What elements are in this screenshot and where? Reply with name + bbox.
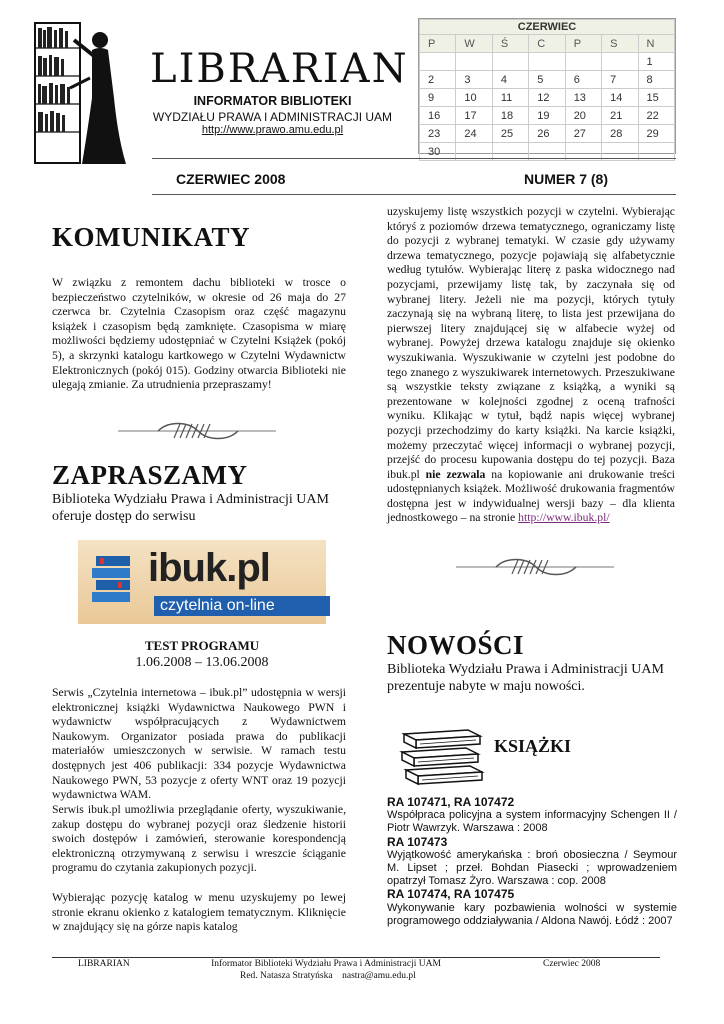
ornament-divider xyxy=(456,556,614,578)
calendar-day: 1 xyxy=(638,53,674,71)
test-dates: 1.06.2008 – 13.06.2008 xyxy=(135,655,269,670)
calendar-day: 9 xyxy=(420,89,456,107)
calendar-day: 30 xyxy=(420,143,456,161)
calendar-day: 25 xyxy=(492,125,528,143)
calendar-day: 14 xyxy=(602,89,638,107)
ibuk-logo-text: ibuk.pl xyxy=(148,546,270,590)
nowosci-heading: NOWOŚCI xyxy=(387,630,525,660)
weekday: S xyxy=(602,35,638,53)
calendar-day: 16 xyxy=(420,107,456,125)
calendar-day: 3 xyxy=(456,71,492,89)
calendar-day: 6 xyxy=(565,71,601,89)
calendar-week xyxy=(420,89,675,107)
editor-name: Red. Natasza Stratyńska xyxy=(240,971,333,981)
calendar-day: 28 xyxy=(602,125,638,143)
ibuk-text-b: na kopiowanie ani drukowanie treści udostępnianych książek. Możliwość drukowania fragmentów dostępna jest w indywidualnej wersji bazy – dla klienta jednostkowego – na stronie xyxy=(387,467,675,525)
test-title: TEST PROGRAMU xyxy=(144,638,260,653)
calendar-week xyxy=(420,107,675,125)
calendar-day: 21 xyxy=(602,107,638,125)
weekday: C xyxy=(529,35,565,53)
book-description: Wykonywanie kary pozbawienia wolności w systemie programowego oddziaływania / Aldona Nawój. Łódź : 2007 xyxy=(387,901,677,927)
book-description: Współpraca policyjna a system informacyjny Schengen II / Piotr Wawrzyk. Warszawa : 2008 xyxy=(387,809,677,835)
calendar-day: 8 xyxy=(638,71,674,89)
calendar-day xyxy=(456,53,492,71)
book-signature: RA 107474, RA 107475 xyxy=(387,887,515,902)
calendar-day xyxy=(529,53,565,71)
calendar xyxy=(418,18,676,158)
footer-center: Informator Biblioteki Wydziału Prawa i Administracji UAM xyxy=(211,959,441,969)
book-signature: RA 107471, RA 107472 xyxy=(387,795,515,809)
issue-date: CZERWIEC 2008 xyxy=(176,171,286,187)
calendar-day: 29 xyxy=(638,125,674,143)
ibuk-logo-tagline: czytelnia on-line xyxy=(154,596,330,616)
footer-left: LIBRARIAN xyxy=(78,959,130,969)
ibuk-logo xyxy=(78,540,326,624)
zapraszamy-heading: ZAPRASZAMY xyxy=(52,460,248,490)
ibuk-description-4 xyxy=(387,205,675,526)
calendar-day xyxy=(420,53,456,71)
calendar-day: 12 xyxy=(529,89,565,107)
book-stack-icon xyxy=(92,554,136,610)
zapraszamy-subheading: Biblioteka Wydziału Prawa i Administracji UAM oferuje dostęp do serwisu xyxy=(52,492,329,524)
librarian-illustration xyxy=(30,18,130,168)
weekday: W xyxy=(456,35,492,53)
footer-right: Czerwiec 2008 xyxy=(543,959,601,969)
calendar-day: 18 xyxy=(492,107,528,125)
calendar-day: 22 xyxy=(638,107,674,125)
faculty-url-link[interactable]: http://www.prawo.amu.edu.pl xyxy=(201,124,344,136)
calendar-day: 2 xyxy=(420,71,456,89)
calendar-day: 15 xyxy=(638,89,674,107)
calendar-day xyxy=(565,53,601,71)
calendar-day xyxy=(602,53,638,71)
newsletter-subtitle: INFORMATOR BIBLIOTEKI xyxy=(193,94,352,108)
calendar-week xyxy=(420,53,675,71)
editor-email[interactable]: nastra@amu.edu.pl xyxy=(342,971,416,981)
book-description: Wyjątkowość amerykańska : broń obosieczna / Seymour M. Lipset ; przeł. Bohdan Piasecki ; wprowadzeniem opatrzył Tomasz Żyro. Warszawa : cop. 2008 xyxy=(387,848,677,888)
calendar-day: 17 xyxy=(456,107,492,125)
calendar-day: 13 xyxy=(565,89,601,107)
weekday: N xyxy=(638,35,674,53)
calendar-day: 10 xyxy=(456,89,492,107)
newsletter-title: LIBRARIAN xyxy=(150,46,409,92)
calendar-day: 19 xyxy=(529,107,565,125)
divider xyxy=(152,194,676,195)
calendar-month: CZERWIEC xyxy=(420,20,675,35)
calendar-day: 11 xyxy=(492,89,528,107)
calendar-weekdays xyxy=(420,35,675,53)
calendar-day: 20 xyxy=(565,107,601,125)
ibuk-description-2: Serwis ibuk.pl umożliwia przeglądanie oferty, wyszukiwanie, zakup dostępu do wybranej pozycji oraz śledzenie historii swoich dostępów i zamówień, sterowanie korespondencją elektroniczną otrzymywaną z serwisu i wreszcie ściąganie programu do czytania zakupionych pozycji. xyxy=(52,803,346,875)
weekday: P xyxy=(420,35,456,53)
ibuk-description-1: Serwis „Czytelnia internetowa – ibuk.pl” udostępnia w wersji elektronicznej książki Wydawnictwa Naukowego PWN i wydawnictw współpracujących z Wydawnictwem Naukowym. Organizator posiada prawa do publikacji materiałów umieszczonych w serwisie. W ramach testu dostępnych jest 406 publikacji: 334 pozycje Wydawnictwa Naukowego PWN, 53 pozycje z oferty WNT oraz 19 pozycji wydawnictwa WAM. xyxy=(52,686,346,802)
books-heading: KSIĄŻKI xyxy=(494,736,572,756)
komunikaty-heading: KOMUNIKATY xyxy=(52,222,250,252)
komunikaty-text: W związku z remontem dachu biblioteki w trosce o bezpieczeństwo czytelników, w okresie od 26 maja do 27 czerwca br. Czytelnia Czasopism oraz część magazynu książek i czasopism będą zamknięte. Czasopisma w miarę możliwości będziemy udostępniać w Czytelni Książek (pokój 5), a skrzynki katalogu kartkowego w Czytelni Wydawnictw Elektronicznych (pokój 015). Godziny otwarcia Biblioteki nie ulegają zmianie. Za utrudnienia przepraszamy! xyxy=(52,276,346,392)
ibuk-text-a: uzyskujemy listę wszystkich pozycji w czytelni. Wybierając któryś z poziomów drzewa tematycznego, ograniczamy listę do pozycji z wybranej tematyki. W czasie gdy używamy drzewa tematycznego, pozycje pojawiają się alfabetycznie według tytułów. Wybierając literę z paska widocznego nad pozycjami, przewijamy listę tak, by zaczynała się od wybranej litery. Jeżeli nie ma pozycji, których tytuły zaczynają się na wybraną literę, to lista jest przewijana do pierwszej litery znajdującej się w alfabecie wyżej od wybranej. Powyżej drzewa katalogu znajduje się okienko wyszukiwania. Wyszukiwanie w czytelni jest podobne do tego znanego z wyszukiwarek internetowych. Przeszukiwane są wszystkie teksty związane z książką, a wyniki są prezentowane w kolejności zgodnej z oceną trafności wyniku. Klikając w tytuł, bądź napis więcej wybranej pozycji przechodzimy do karty książki. Na karcie książki, możemy przeczytać więcej informacji o wybranej pozycji, przejść do procesu kupowania dostępu do tej pozycji. Baza ibuk.pl xyxy=(387,205,675,481)
calendar-day xyxy=(492,53,528,71)
calendar-day: 24 xyxy=(456,125,492,143)
calendar-week xyxy=(420,71,675,89)
calendar-day: 7 xyxy=(602,71,638,89)
divider xyxy=(152,158,676,159)
new-books-list xyxy=(387,796,677,928)
weekday: P xyxy=(565,35,601,53)
calendar-week xyxy=(420,125,675,143)
faculty-name: WYDZIAŁU PRAWA I ADMINISTRACJI UAM xyxy=(152,110,393,124)
book-signature: RA 107473 xyxy=(387,834,448,849)
calendar-day: 4 xyxy=(492,71,528,89)
ornament-divider xyxy=(118,420,276,442)
ibuk-text-bold: nie zezwala xyxy=(425,467,486,481)
calendar-day: 27 xyxy=(565,125,601,143)
calendar-day: 26 xyxy=(529,125,565,143)
ibuk-description-3: Wybierając pozycję katalog w menu uzyskujemy po lewej stronie ekranu okienko z katalogiem tematycznym. Kliknięcie w znajdujący się na górze napis katalog xyxy=(52,891,346,934)
books-icon xyxy=(398,726,486,786)
issue-number: NUMER 7 (8) xyxy=(524,171,609,187)
footer-divider xyxy=(52,957,660,958)
footer-editor xyxy=(240,971,416,981)
calendar-day: 23 xyxy=(420,125,456,143)
calendar-day: 5 xyxy=(529,71,565,89)
ibuk-link[interactable]: http://www.ibuk.pl/ xyxy=(518,511,610,525)
weekday: Ś xyxy=(492,35,528,53)
nowosci-subheading: Biblioteka Wydziału Prawa i Administracji UAM prezentuje nabyte w maju nowości. xyxy=(387,662,664,694)
